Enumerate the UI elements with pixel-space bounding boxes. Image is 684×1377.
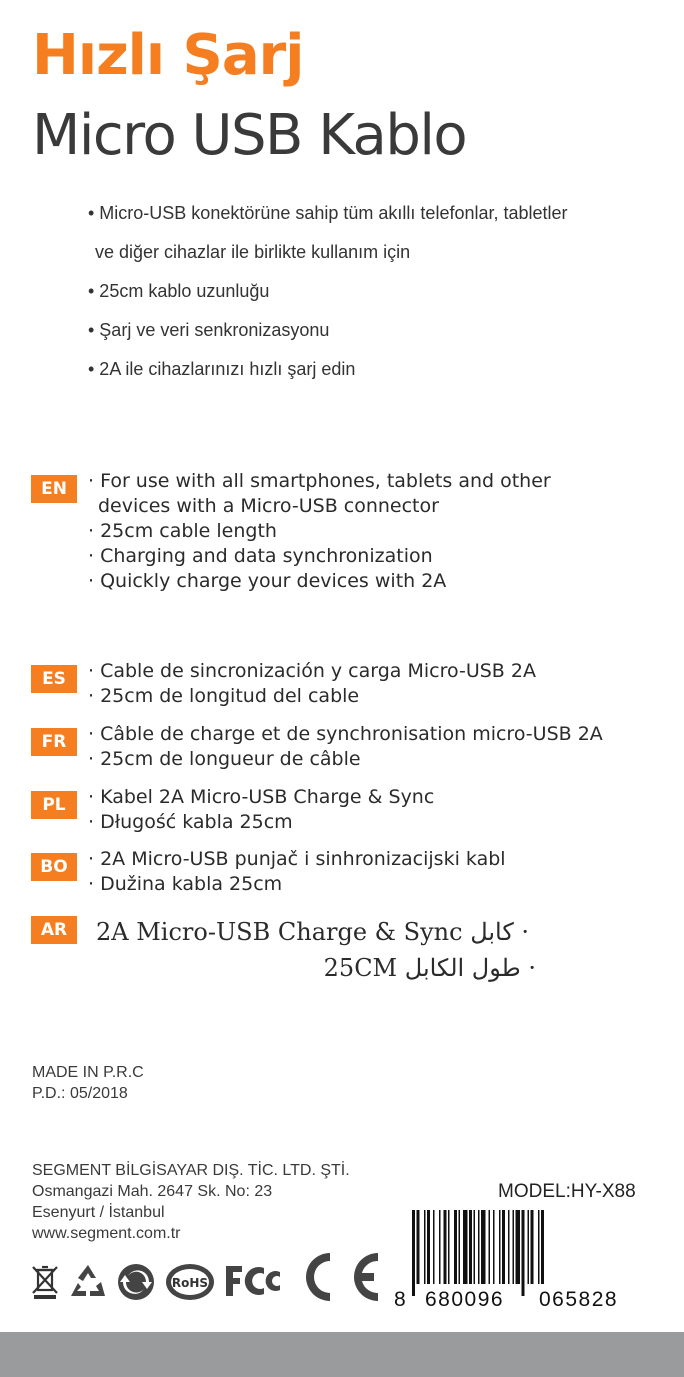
barcode-bar xyxy=(528,1210,530,1284)
list-item: · 25cm de longueur de câble xyxy=(88,748,361,770)
fr-lines xyxy=(88,722,678,772)
barcode-bar xyxy=(454,1210,457,1284)
production-date-text: P.D.: 05/2018 xyxy=(32,1085,128,1102)
list-item: · Câble de charge et de synchronisation micro-USB 2A xyxy=(88,723,603,745)
lang-badge-en: EN xyxy=(31,475,77,503)
pl-lines xyxy=(88,785,678,835)
barcode-bar xyxy=(444,1210,447,1284)
barcode-bar xyxy=(502,1210,505,1284)
barcode-digits-3: 065828 xyxy=(539,1288,619,1311)
lang-badge-ar: AR xyxy=(31,916,77,944)
barcode-digit-1: 8 xyxy=(394,1288,406,1311)
list-item: 25CM طول الكابل · xyxy=(323,954,536,982)
footer-band xyxy=(0,1332,684,1377)
list-item: · Dužina kabla 25cm xyxy=(88,873,283,895)
company-info xyxy=(32,1160,350,1244)
lang-badge-bo: BO xyxy=(31,853,77,881)
es-lines xyxy=(88,659,678,709)
list-item: · 25cm de longitud del cable xyxy=(88,685,360,707)
list-item: · Charging and data synchronization xyxy=(88,545,433,567)
barcode-digits-2: 680096 xyxy=(425,1288,505,1311)
barcode-bar xyxy=(412,1210,415,1296)
rohs-icon xyxy=(164,1262,216,1302)
barcode-bar xyxy=(459,1210,461,1284)
list-item: · Kabel 2A Micro-USB Charge & Sync xyxy=(88,786,435,808)
barcode-bars xyxy=(412,1210,544,1296)
list-item: • Micro-USB konektörüne sahip tüm akıllı telefonlar, tabletler xyxy=(88,203,568,223)
barcode xyxy=(392,1208,660,1312)
list-item: · Długość kabla 25cm xyxy=(88,811,293,833)
barcode-bar xyxy=(469,1210,472,1284)
barcode-bar xyxy=(474,1210,476,1284)
company-address-1: Osmangazi Mah. 2647 Sk. No: 23 xyxy=(32,1183,273,1200)
barcode-bar xyxy=(541,1210,544,1284)
ar-lines xyxy=(96,916,536,988)
barcode-bar xyxy=(513,1210,515,1284)
bo-lines xyxy=(88,847,678,897)
list-item: devices with a Micro-USB connector xyxy=(98,495,439,517)
barcode-bar xyxy=(463,1210,468,1284)
lang-badge-pl: PL xyxy=(31,791,77,819)
list-item: • 25cm kablo uzunluğu xyxy=(88,281,270,301)
en-lines xyxy=(88,469,678,594)
title-line-2: Micro USB Kablo xyxy=(32,103,467,168)
list-item: · 2A Micro-USB punjač i sinhronizacijski kabl xyxy=(88,848,506,870)
barcode-bar xyxy=(538,1210,540,1284)
list-item: · For use with all smartphones, tablets and other xyxy=(88,470,551,492)
company-address-2: Esenyurt / İstanbul xyxy=(32,1204,165,1221)
green-dot-icon xyxy=(116,1262,156,1302)
origin-info xyxy=(32,1062,144,1104)
certification-icons xyxy=(28,1250,388,1306)
barcode-bar xyxy=(481,1210,486,1284)
barcode-bar xyxy=(531,1210,534,1284)
barcode-bar xyxy=(417,1210,420,1284)
weee-bin-icon xyxy=(30,1264,60,1300)
list-item: · Quickly charge your devices with 2A xyxy=(88,570,447,592)
list-item: • Şarj ve veri senkronizasyonu xyxy=(88,320,330,340)
title-line-1: Hızlı Şarj xyxy=(32,23,304,88)
svg-text:RoHS: RoHS xyxy=(171,1276,209,1290)
barcode-bar xyxy=(427,1210,430,1284)
barcode-bar xyxy=(516,1210,521,1284)
barcode-bar xyxy=(499,1210,501,1284)
recycle-icon xyxy=(68,1262,108,1300)
list-item: • 2A ile cihazlarınızı hızlı şarj edin xyxy=(88,359,356,379)
lang-badge-fr: FR xyxy=(31,728,77,756)
barcode-bar xyxy=(489,1210,491,1284)
barcode-bar xyxy=(493,1210,495,1284)
barcode-bar xyxy=(522,1210,525,1296)
list-item: 2A Micro-USB Charge & Sync كابل · xyxy=(96,918,530,946)
barcode-bar xyxy=(478,1210,480,1284)
list-item: ve diğer cihazlar ile birlikte kullanım için xyxy=(95,242,411,262)
model-number: MODEL:HY-X88 xyxy=(498,1181,636,1202)
ce-mark-icon xyxy=(294,1250,380,1304)
made-in-text: MADE IN P.R.C xyxy=(32,1064,144,1081)
company-name: SEGMENT BİLGİSAYAR DIŞ. TİC. LTD. ŞTİ. xyxy=(32,1162,350,1179)
barcode-bar xyxy=(424,1210,426,1284)
turkish-feature-list xyxy=(88,200,648,395)
barcode-bar xyxy=(439,1210,441,1284)
barcode-bar xyxy=(433,1210,435,1284)
list-item: · Cable de sincronización y carga Micro-USB 2A xyxy=(88,660,536,682)
company-website: www.segment.com.tr xyxy=(32,1225,181,1242)
barcode-bar xyxy=(508,1210,510,1284)
barcode-bar xyxy=(448,1210,450,1284)
list-item: · 25cm cable length xyxy=(88,520,277,542)
fcc-icon xyxy=(224,1264,284,1298)
lang-badge-es: ES xyxy=(31,665,77,693)
